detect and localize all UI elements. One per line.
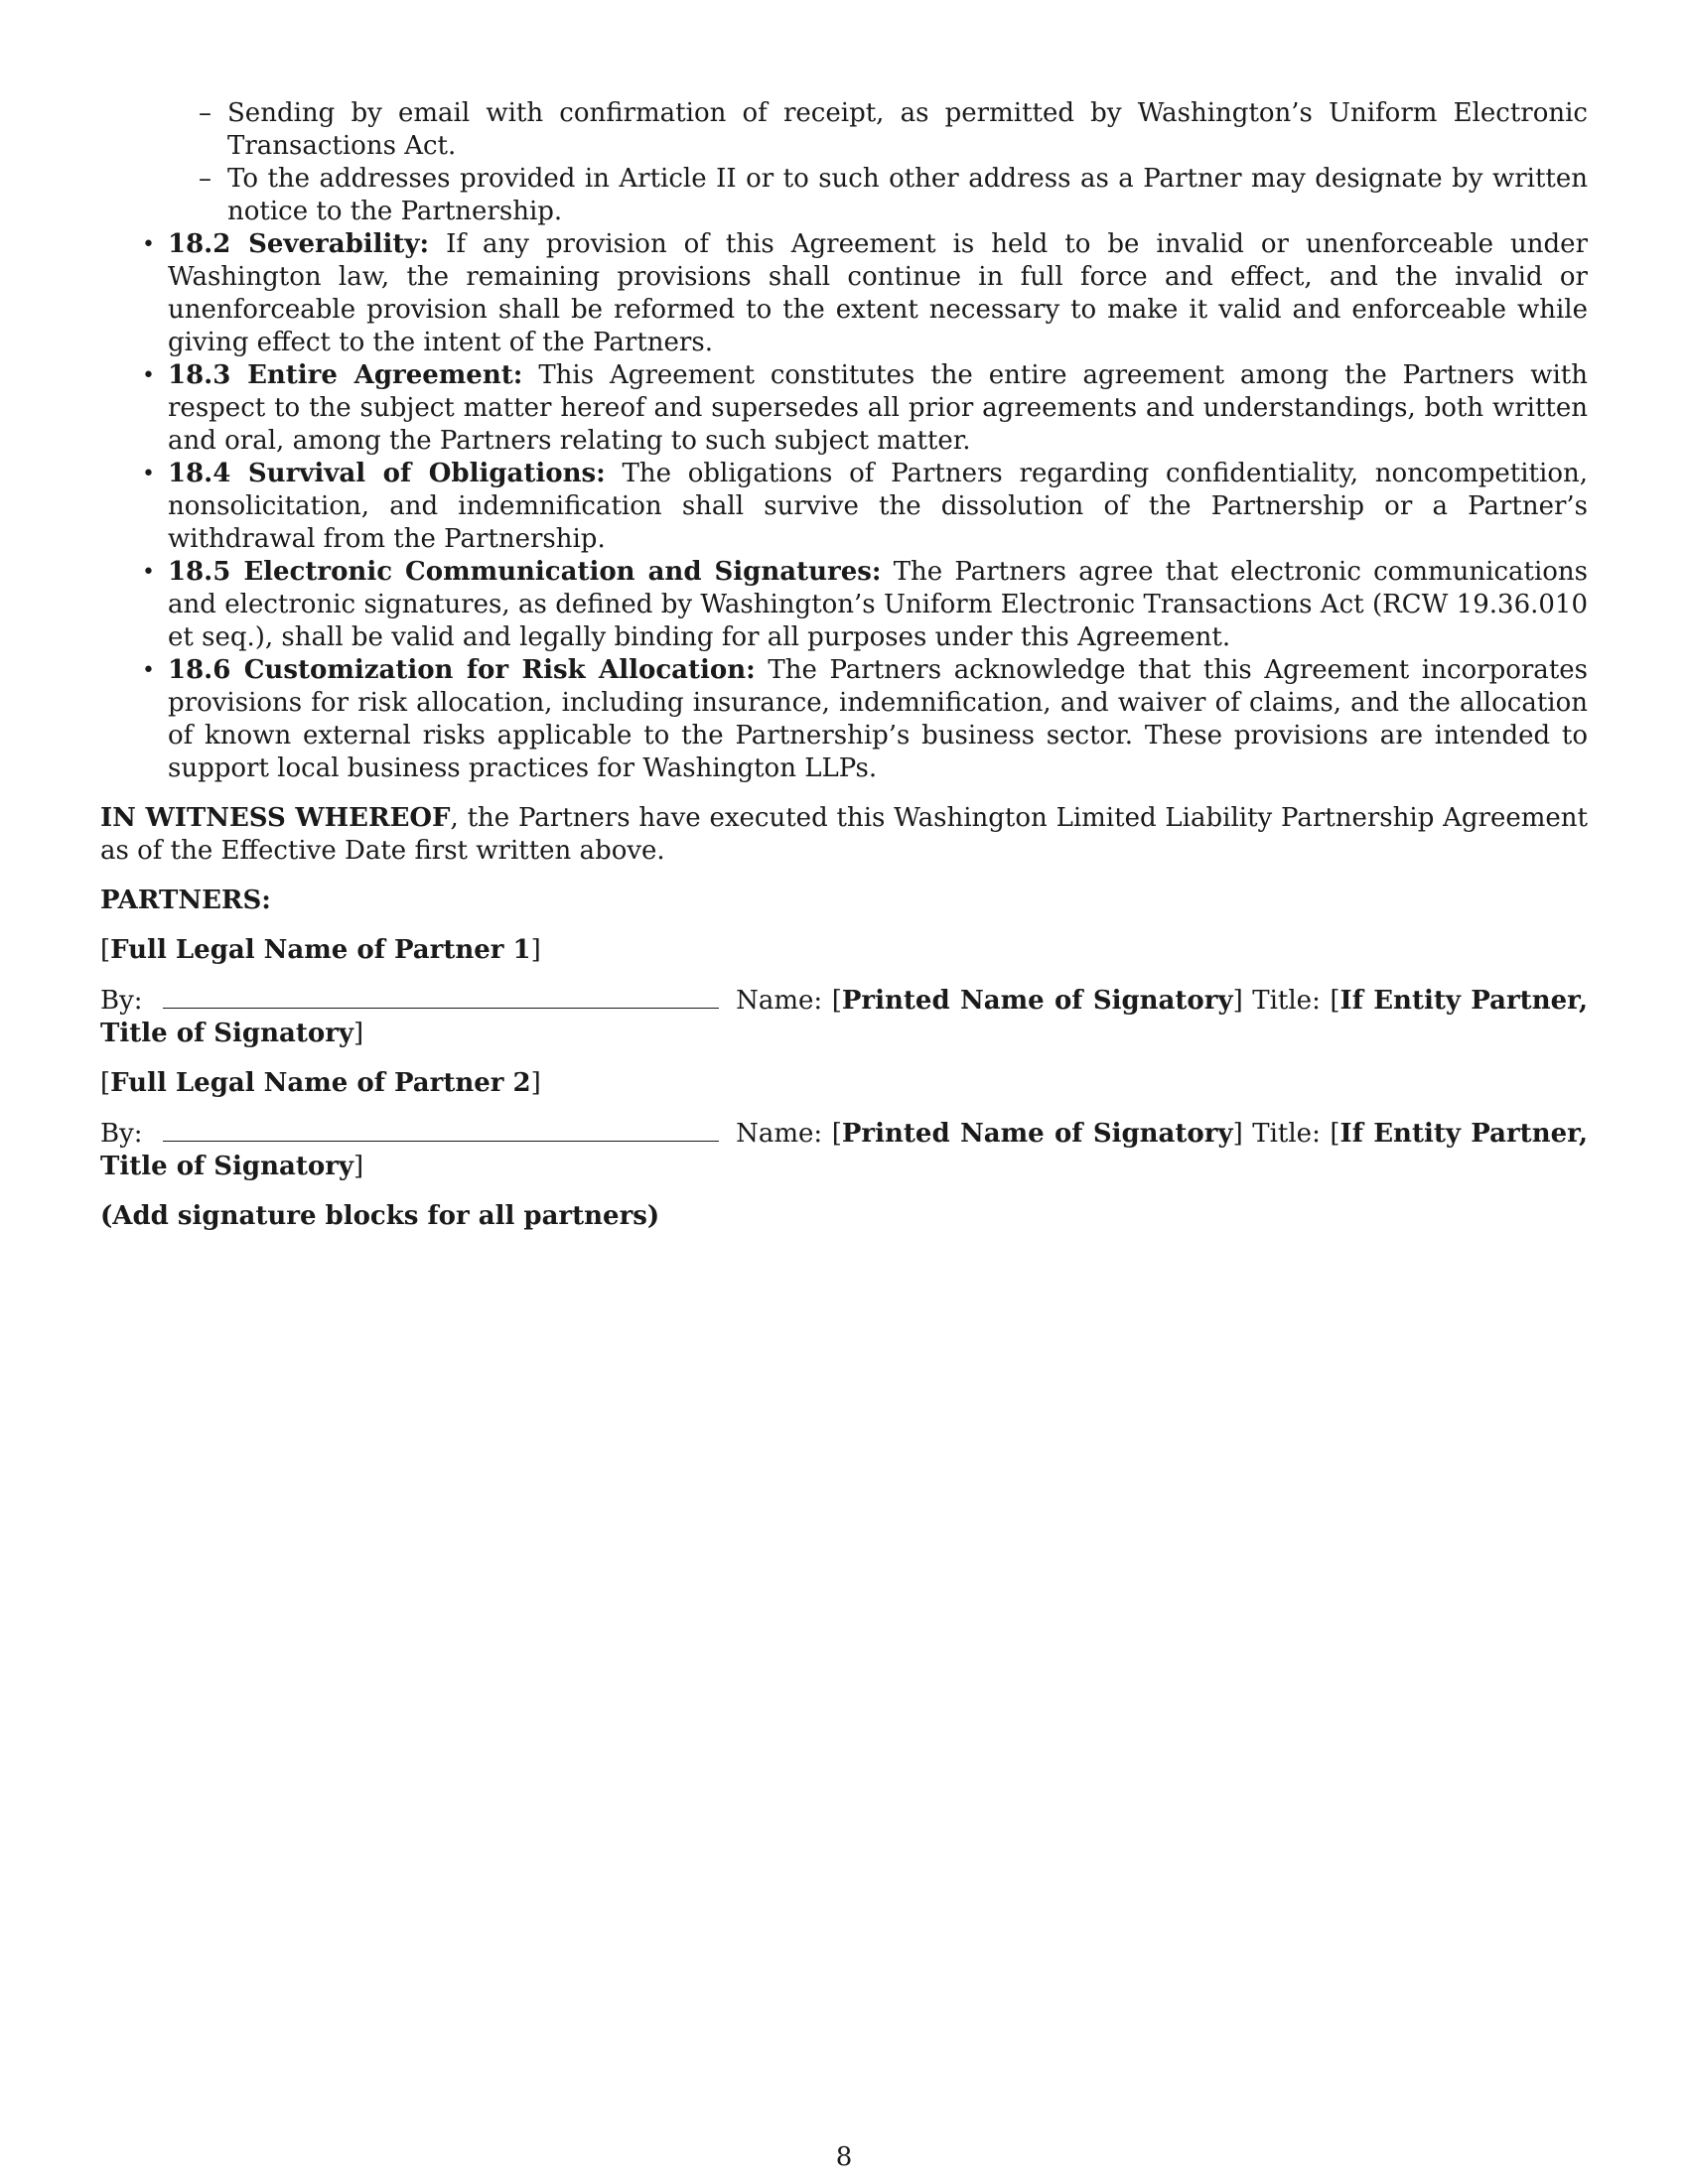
bracket: [ <box>1330 986 1340 1016</box>
bracket: [ <box>100 1068 111 1098</box>
section-text: The obligations of Partners regarding confidentiality, noncompetition, nonsolicitation, and indemnification shall survive the dissolution of the Partnership or a Partner’s withdrawal from the Partnership. <box>168 459 1588 554</box>
section-text: The Partners agree that electronic communications and electronic signatures, as defined by Washington’s Uniform Electronic Transactions Act (RCW 19.36.010 et seq.), shall be valid and legally binding for all purposes under this Agreement. <box>168 557 1589 652</box>
witness-clause <box>100 802 1588 868</box>
bullet-marker: • <box>142 232 155 257</box>
section-item-18-6 <box>142 654 1588 785</box>
signature-block-1 <box>100 984 1588 1050</box>
bullet-marker: • <box>142 658 155 683</box>
section-heading: 18.5 Electronic Communication and Signatures: <box>168 557 882 587</box>
list-item-text: To the addresses provided in Article II or to such other address as a Partner may designate by written notice to the Partnership. <box>227 164 1588 226</box>
section-item-18-5 <box>142 556 1589 654</box>
closing-note-text: (Add signature blocks for all partners) <box>100 1201 660 1231</box>
section-text: This Agreement constitutes the entire agreement among the Partners with respect to the subject matter hereof and supersedes all prior agreements and understandings, both written and oral, among the Partners relating to such subject matter. <box>168 360 1588 456</box>
partner-name-text: Full Legal Name of Partner 2 <box>110 1068 531 1098</box>
section-heading: 18.4 Survival of Obligations: <box>168 459 606 488</box>
printed-name-placeholder: Printed Name of Signatory <box>841 1119 1233 1149</box>
by-label: By: <box>100 1119 143 1149</box>
bracket: ] <box>1232 986 1243 1016</box>
document-page <box>100 97 1588 1233</box>
bullet-marker: • <box>142 363 155 388</box>
bracket: ] <box>1232 1119 1243 1149</box>
section-text: The Partners acknowledge that this Agreement incorporates provisions for risk allocation, including insurance, indemnification, and waiver of claims, and the allocation of known external risks applicable to the Partnership’s business sector. These provisions are intended to support local business practices for Washington LLPs. <box>168 655 1588 783</box>
dash-marker: – <box>199 98 211 128</box>
bracket: [ <box>831 986 842 1016</box>
partner-name-text: Full Legal Name of Partner 1 <box>110 935 531 965</box>
partners-heading <box>100 885 1588 917</box>
partner-1-name <box>100 934 1588 967</box>
list-item <box>199 97 1588 163</box>
dash-marker: – <box>199 164 211 194</box>
section-heading: 18.6 Customization for Risk Allocation: <box>168 655 756 685</box>
list-item-text: Sending by email with confirmation of receipt, as permitted by Washington’s Uniform Electronic Transactions Act. <box>227 98 1588 161</box>
partner-2-name <box>100 1067 1588 1100</box>
name-label: Name: <box>736 986 823 1016</box>
witness-lead: IN WITNESS WHEREOF <box>100 803 451 833</box>
signature-block-2 <box>100 1117 1588 1183</box>
bracket: ] <box>353 1152 364 1181</box>
closing-note <box>100 1200 1588 1233</box>
partners-heading-text: PARTNERS: <box>100 886 271 915</box>
section-text: If any provision of this Agreement is held to be invalid or unenforceable under Washington law, the remaining provisions shall continue in full force and effect, and the invalid or unenforceable provision shall be reformed to the extent necessary to make it valid and enforceable while giving effect to the intent of the Partners. <box>168 229 1588 357</box>
notice-methods-list <box>100 97 1588 228</box>
bracket: ] <box>530 935 541 965</box>
bullet-marker: • <box>142 462 155 486</box>
by-label: By: <box>100 986 143 1016</box>
bracket: [ <box>1330 1119 1340 1149</box>
section-item-18-3 <box>142 359 1588 458</box>
page-number: 8 <box>835 2142 853 2172</box>
name-label: Name: <box>736 1119 823 1149</box>
section-list <box>100 228 1588 785</box>
section-heading: 18.2 Severability: <box>168 229 430 259</box>
printed-name-placeholder: Printed Name of Signatory <box>841 986 1233 1016</box>
signature-line[interactable] <box>163 984 719 1009</box>
bracket: [ <box>831 1119 842 1149</box>
witness-text: , the Partners have executed this Washington Limited Liability Partnership Agreement as of the Effective Date first written above. <box>100 803 1588 866</box>
section-item-18-4 <box>142 458 1588 556</box>
section-heading: 18.3 Entire Agreement: <box>168 360 523 390</box>
list-item <box>199 163 1588 228</box>
bracket: ] <box>353 1019 364 1048</box>
title-placeholder: If Entity Partner, Title of Signatory <box>100 986 1588 1048</box>
bracket: [ <box>100 935 111 965</box>
bullet-marker: • <box>142 560 155 585</box>
title-label: Title: <box>1252 1119 1321 1149</box>
title-label: Title: <box>1252 986 1321 1016</box>
section-item-18-2 <box>142 228 1588 359</box>
bracket: ] <box>530 1068 541 1098</box>
signature-line[interactable] <box>163 1117 719 1142</box>
title-placeholder: If Entity Partner, Title of Signatory <box>100 1119 1588 1181</box>
